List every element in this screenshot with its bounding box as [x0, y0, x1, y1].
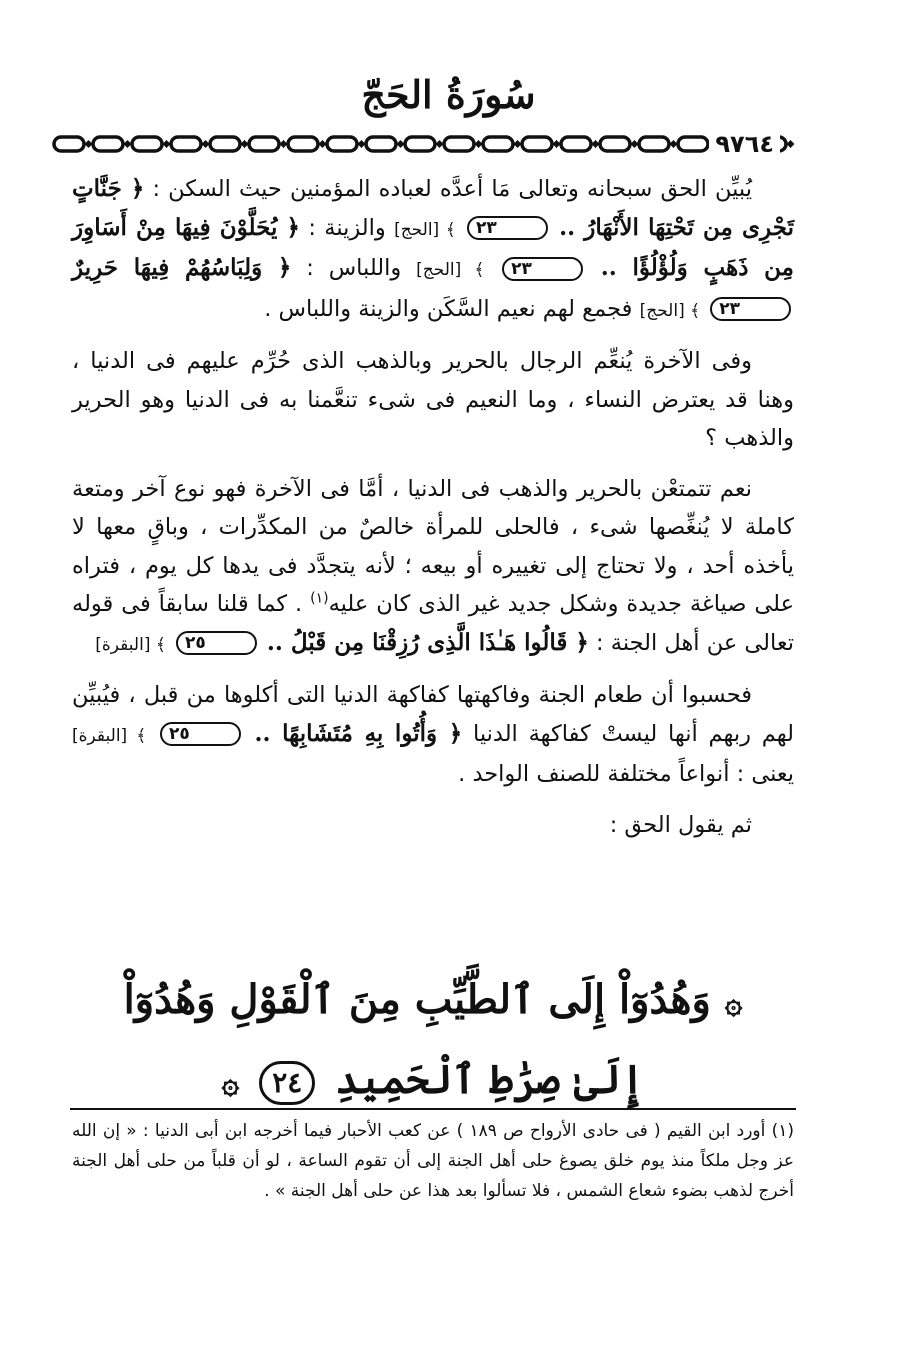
chain-ornament [52, 128, 822, 160]
chain-link [93, 137, 123, 151]
text-span: يعنى : أنواعاً مختلفة للصنف الواحد . [458, 761, 794, 787]
surah-citation: ﴾ [البقرة] [95, 634, 166, 655]
chain-link [366, 137, 396, 151]
verse-line-1 [72, 962, 794, 1042]
featured-verse [72, 962, 794, 1122]
paragraph-2: وفى الآخرة يُنعِّم الرجال بالحرير وبالذهب الذى حُرِّم عليهم فى الدنيا ، وهنا قد يعترض النساء ، وما النعيم فى شىء تنعَّمنا به فى الدنيا وهو الحرير والذهب ؟ [72, 348, 794, 451]
text-span: واللباس : [306, 255, 402, 281]
page-number: ٩٧٦٤ [709, 128, 780, 160]
chain-link [249, 137, 279, 151]
ayah-number-badge: ٢٣ [467, 216, 548, 240]
text-span: فجمع لهم نعيم السَّكَن والزينة واللباس . [264, 295, 633, 322]
chain-link [678, 137, 708, 151]
footnote-marker: (١) [310, 590, 329, 607]
chain-link [483, 137, 513, 151]
chain-link [639, 137, 669, 151]
paragraph-4 [72, 676, 794, 794]
verse-ornament-icon: ۞ [221, 1066, 240, 1101]
chain-link [561, 137, 591, 151]
chain-link [522, 137, 552, 151]
quran-quote: ﴿ يُحَلَّوْنَ فِيهَا مِنْ أَسَاوِرَ مِن ذَهَبٍ وَلُؤْلُؤًا .. [72, 213, 794, 281]
verse-text: وَهُدُوٓاْ إِلَى ٱلطَّيِّبِ مِنَ ٱلْقَوْلِ وَهُدُوٓاْ [123, 976, 711, 1023]
main-text [72, 170, 794, 856]
footnote-divider [70, 1108, 796, 1110]
header-band [52, 128, 822, 160]
chain-link [600, 137, 630, 151]
verse-line-2 [72, 1042, 794, 1122]
paragraph-5: ثم يقول الحق : [609, 811, 752, 838]
ayah-number-badge: ٢٣ [502, 257, 583, 281]
footnote-text: (١) أورد ابن القيم ( فى حادى الأرواح ص ١٨٩ ) عن كعب الأحبار فيما أخرجه ابن أبى الدنيا : « إن الله عز وجل ملكاً منذ يوم خلق يصوغ حلى أهل الجنة إلى أن تقوم الساعة ، لو أن قلباً من حلى أهل الجنة أخرج لذهب بضوء شعاع الشمس ، فلا تسألوا بعد هذا عن حلى أهل الجنة » . [72, 1121, 794, 1201]
chain-link [327, 137, 357, 151]
ayah-number-badge: ٢٥ [176, 631, 257, 655]
chain-link [171, 137, 201, 151]
chain-link [405, 137, 435, 151]
surah-citation: ﴾ [الحج] [394, 219, 456, 240]
ayah-number-badge: ٢٣ [710, 297, 791, 321]
verse-text: إِلَىٰ صِرَٰطِ ٱلْحَمِيدِ [335, 1056, 645, 1103]
surah-citation: ﴾ [الحج] [416, 260, 485, 280]
surah-citation: ﴾ [البقرة] [72, 725, 147, 746]
ayah-number-badge: ٢٤ [259, 1061, 315, 1105]
text-span: يُبيِّن الحق سبحانه وتعالى مَا أعدَّه لعباده المؤمنين حيث السكن : [152, 176, 752, 202]
quran-quote: ﴿ جَنَّاتٍ تَجْرِى مِن تَحْتِهَا الأَنْهَارُ .. [72, 175, 794, 241]
chain-link [288, 137, 318, 151]
chain-link [444, 137, 474, 151]
chain-diamond [787, 140, 795, 148]
quran-quote: ﴿ وَلِبَاسُهُمْ فِيهَا حَرِيرٌ [72, 254, 292, 281]
quran-quote: ﴿ قَالُوا هَـٰذَا الَّذِى رُزِقْنَا مِن قَبْلُ .. [266, 628, 589, 656]
text-span: والزينة : [308, 214, 386, 241]
chain-link [210, 137, 240, 151]
footnote [72, 1116, 794, 1206]
text-span: فحسبوا أن طعام الجنة وفاكهتها كفاكهة الدنيا التى أكلوها من قبل ، فيُبيِّن لهم ربهم أنها ليستْ كفاكهة الدنيا [72, 682, 794, 747]
ayah-number-badge: ٢٥ [160, 722, 241, 746]
quran-quote: ﴿ وَأُتُوا بِهِ مُتَشَابِهًا .. [254, 719, 463, 747]
text-span: نعم تتمتعْن بالحرير والذهب فى الدنيا ، أمَّا فى الآخرة فهو نوع آخر ومتعة كاملة لا يُنغِّصها شىء ، فالحلى للمرأة خالصٌ من المكدِّرات ، وباقٍ معها لا يأخذه أحد ، ولا تحتاج إلى تغييره أو بيعه ؛ لأنه يتجدَّد فى يدها كل يوم ، فتراه على صياغة جديدة وشكل جديد غير الذى كان عليه [72, 475, 794, 617]
chain-link [132, 137, 162, 151]
surah-citation: ﴾ [الحج] [639, 300, 701, 321]
verse-ornament-icon: ۞ [724, 986, 743, 1021]
surah-title: سُورَةُ الحَجّ [361, 72, 536, 117]
paragraph-1 [72, 170, 794, 330]
paragraph-3 [72, 470, 794, 665]
chain-link [54, 137, 84, 151]
text-span: . كما قلنا سابقاً فى قوله تعالى عن أهل الجنة : [72, 591, 794, 656]
